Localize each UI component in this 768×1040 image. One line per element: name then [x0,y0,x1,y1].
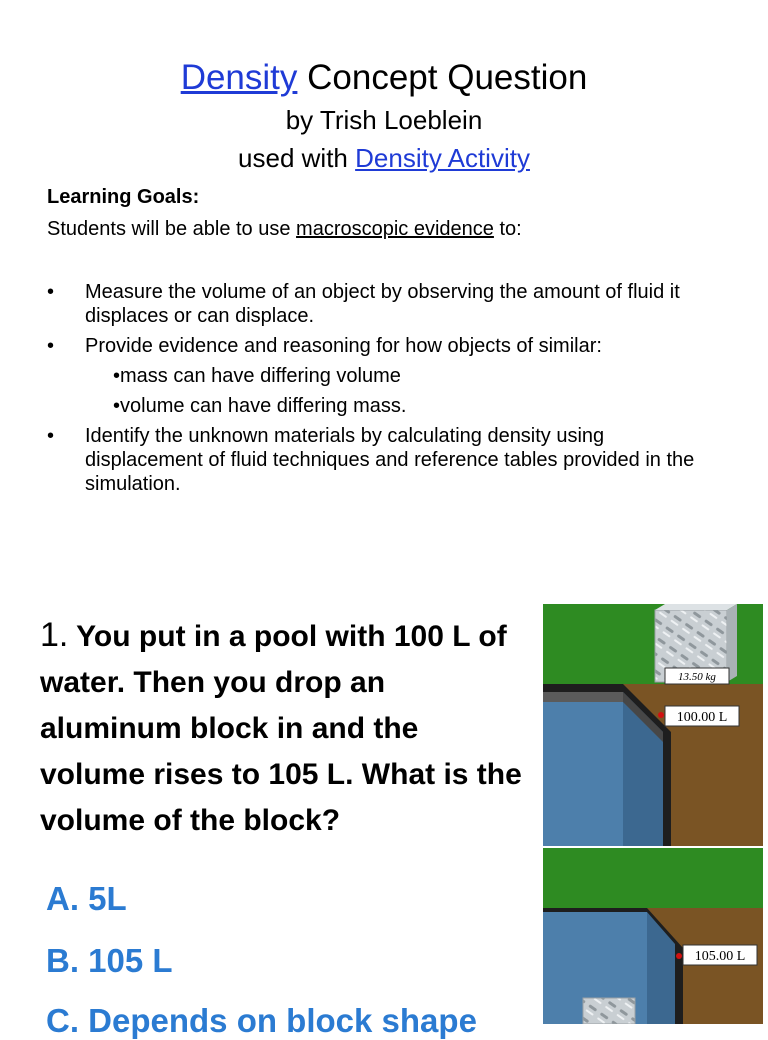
goal-subitem: •mass can have differing volume [113,365,401,387]
used-with-prefix: used with [238,143,356,173]
learning-goals-heading: Learning Goals: [47,186,200,208]
learning-goals-intro [47,218,522,241]
density-link[interactable]: Density [180,58,298,97]
mass-label: 13.50 kg [678,671,716,683]
intro-suffix: to: [493,218,522,240]
goal-subitem: •volume can have differing mass. [113,395,407,417]
volume-label: 105.00 L [694,949,746,964]
choice-a[interactable]: A. 5L [46,880,127,917]
simulation-image-after [543,848,763,1024]
intro-prefix: Students will be able to use [47,218,297,240]
used-with-line [0,142,768,174]
bullet: • [47,281,55,303]
volume-label: 100.00 L [676,710,728,725]
question-text [40,612,530,844]
question-number: 1. [40,616,69,654]
title-text: Concept Question [297,58,588,97]
intro-underlined: macroscopic evidence [296,218,494,240]
goal-item [47,280,727,328]
bullet: • [47,335,55,357]
goal-item [47,424,727,496]
submerged-block[interactable] [583,998,635,1024]
bullet: • [47,425,55,447]
choice-c[interactable]: C. Depends on block shape [46,1002,477,1039]
goal-item [47,334,727,358]
question-body: You put in a pool with 100 L of water. Then you drop an aluminum block in and the volume rises to 105 L. What is the volume of the block? [40,620,522,837]
goal-list [47,280,727,502]
simulation-image-before [543,604,763,846]
density-activity-link[interactable]: Density Activity [355,143,530,173]
byline: by Trish Loeblein [285,105,483,135]
page-title [0,58,768,98]
goal-text: Identify the unknown materials by calculating density using displacement of fluid techniques and reference tables provided in the simulation. [85,425,695,495]
choice-b[interactable]: B. 105 L [46,942,173,979]
goal-text: Measure the volume of an object by observing the amount of fluid it displaces or can displace. [85,281,680,327]
goal-text: Provide evidence and reasoning for how objects of similar: [85,335,602,357]
